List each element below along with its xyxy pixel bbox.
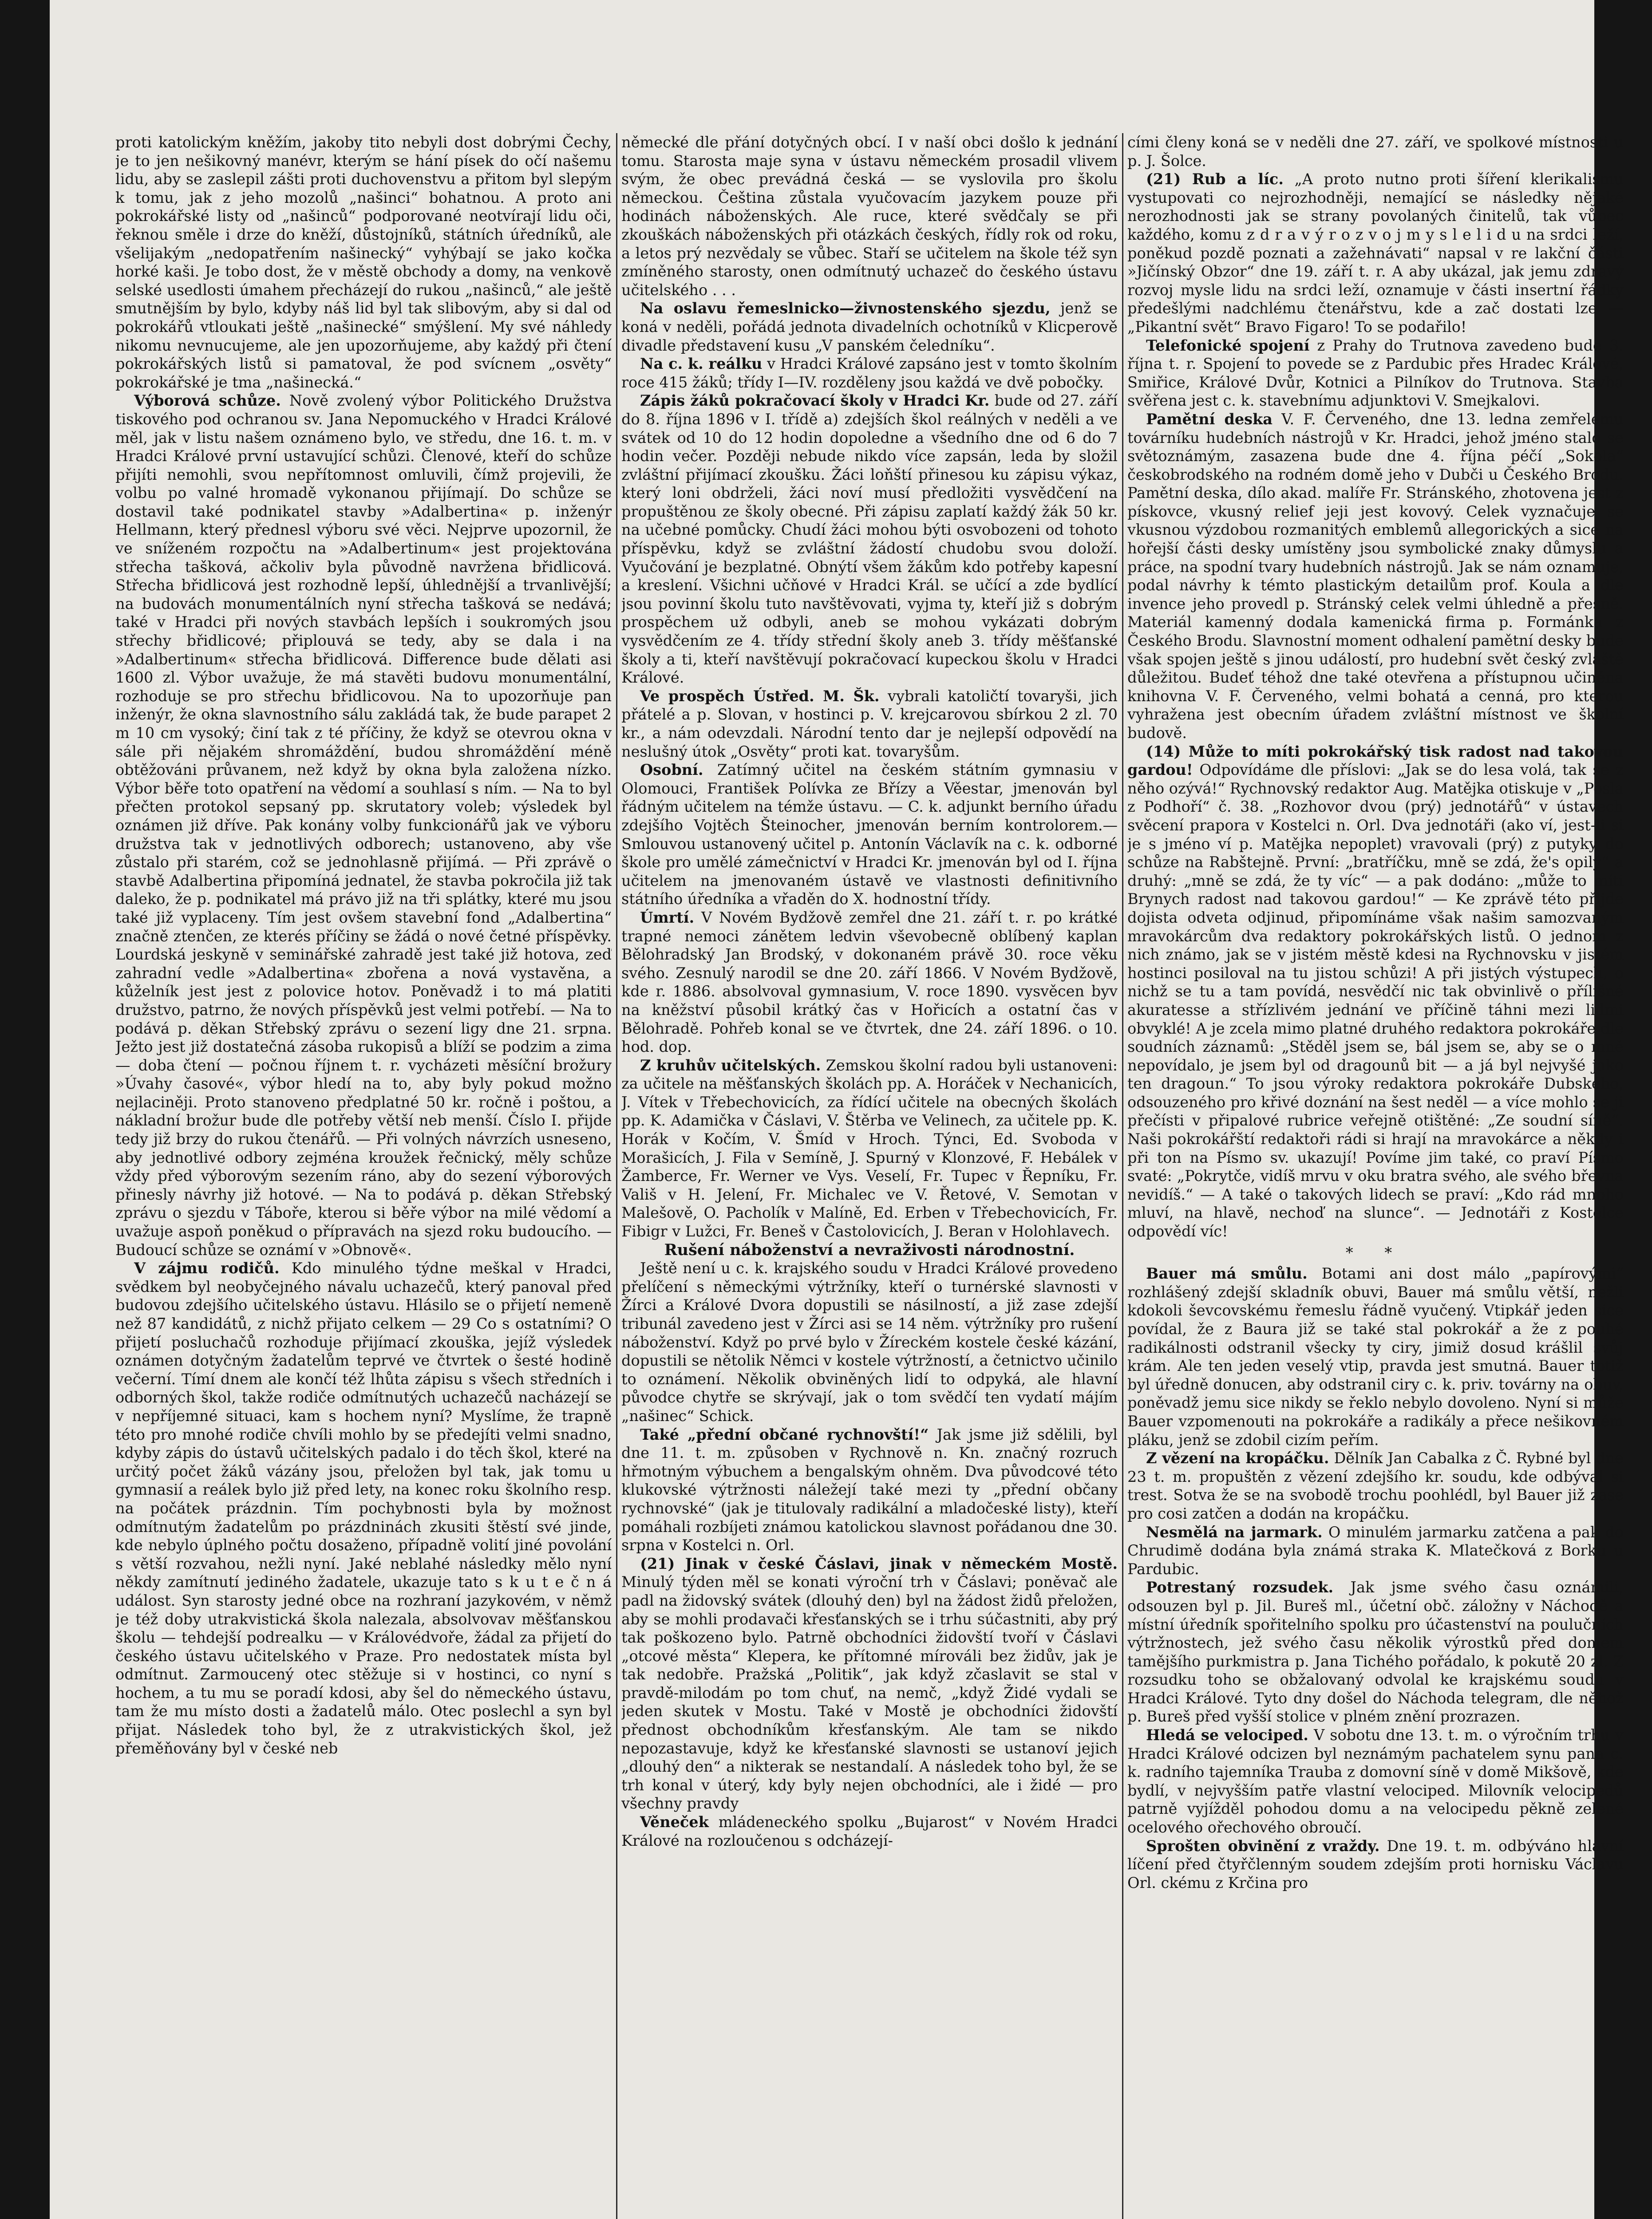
article-paragraph <box>1127 1449 1624 1523</box>
article-text: proti katolickým kněžím, jakoby tito nebyli dost dobrými Čechy, je to jen nešikovný manévr, kterým se hání písek do očí našemu lidu, aby se zaslepil zášti proti duchovenstvu a přitom byl slepým k tomu, jak z jeho mozolů „našinci“ bohatnou. A proto ani pokrokářské listy od „našinců“ podporované neotvírají lidu oči, řeknou směle i drze do kněží, důstojníků, státních úředníků, ale všelijakým „nedopatřením našinecký“ vyhýbají se jako kočka horké kaši. Je tobo dost, že v městě obchody a domy, na venkově selské usedlosti úmahem přecházejí do rukou „našinců,“ ale ještě smutnějším by bylo, kdyby náš lid byl tak slibovým, aby si dal od pokrokářů vtloukati ještě „našinecké“ smýšlení. My své náhledy nikomu nevnucujeme, ale jen upozorňujeme, aby každý při čtení pokrokářských listů si pamatoval, že pod svícnem „osvěty“ pokrokářské je tma „našinecká.“ <box>115 134 612 391</box>
article-heading: Sprošten obvinění z vraždy. <box>1146 1837 1380 1855</box>
article-heading: Rušení náboženství a nevraživosti národnostní. <box>664 1240 1075 1259</box>
article-heading: Potrestaný rozsudek. <box>1146 1579 1334 1596</box>
article-text: Botami ani dost málo „papírovými“ rozhlášený zdejší skladník obuvi, Bauer má smůlu větší, nežli kdokoli ševcovskému řemeslu řádně vyučený. Vtipkář jeden sice povídal, že z Baura již se také stal pokrokář a že z pouhé radikálnosti odstranil všecky ty ciry, jimiž dosud krášlil svůj krám. Ale ten jeden veselý vtip, pravda jest smutná. Bauer totiž byl úředně donucen, aby odstranil ciry c. k. priv. továrny na obuv, poněvadž jemu sice nikdy se řeklo nebylo dovoleno. Nyní si může Bauer vzpomenouti na pokrokáře a radikály a přece nešikovném pláku, jenž se zdobil cizím peřím. <box>1127 1265 1624 1449</box>
article-heading: (21) Rub a líc. <box>1146 170 1284 188</box>
article-paragraph <box>621 1555 1118 1813</box>
article-paragraph <box>1127 1726 1624 1837</box>
article-paragraph <box>1127 742 1624 1241</box>
article-text: z Prahy do Trutnova zavedeno bude 3. října t. r. Spojení to povede se z Pardubic přes Hradec Králové, Smiřice, Králové Dvůr, Kotnici a Pilníkov do Trutnova. Stavba svěřena jest c. k. stavebnímu adjunktovi V. Smejkalovi. <box>1127 336 1624 410</box>
article-paragraph <box>621 908 1118 1056</box>
article-heading: Zápis žáků pokračovací školy v Hradci Kr. <box>640 392 990 410</box>
article-text: Zemskou školní radou byli ustanoveni: za učitele na měšťanských školách pp. A. Horáček v Nechanicích, J. Vítek v Třebechovicích, za řídící učitele na obecných školách pp. K. Adamička v Čáslavi, V. Štěrba ve Velinech, za učitele pp. K. Horák v Kočím, V. Šmíd v Hroch. Týnci, Ed. Svoboda v Morašicích, J. Fila v Semíně, J. Spurný v Klonzové, F. Hebálek v Žamberce, Fr. Werner ve Vys. Veselí, Fr. Tupec v Řepníku, Fr. Vališ v H. Jelení, Fr. Michalec ve V. Řetové, V. Semotan v Malešově, O. Pacholík v Malíně, Ed. Erben v Třebechovicích, Fr. Fibigr v Lužci, Fr. Beneš v Častolovicích, J. Beran v Holohlavech. <box>621 1056 1118 1240</box>
article-text: Ještě není u c. k. krajského soudu v Hradci Králové provedeno přelíčení s německými výtržníky, kteří o turnérské slavnosti v Žírci a Králové Dvora dopustili se násilností, a již zase zdejší tribunál zavedeno jest v Žírci asi se 14 něm. výtržníky pro rušení náboženství. Když po prvé bylo v Žíreckém kostele české kázání, dopustili se nětolik Němci v kostele výtržností, a četnictvo učinilo to oznámení. Několik obviněných lidí to odpyká, ale hlavní původce chytře se skrývají, jak o tom svědčí ten vydatí májím „našinec“ Schick. <box>621 1260 1118 1425</box>
article-paragraph <box>621 355 1118 391</box>
article-paragraph <box>1127 170 1624 336</box>
article-text: Odpovídáme dle příslovi: „Jak se do lesa volá, tak se z něho ozývá!“ Rychnovský redaktor Aug. Matějka otiskuje v „Posla z Podhoří“ č. 38. „Rozhovor dvou (prý) jednotářů“ v ústavech svěcení prapora v Kostelci n. Orl. Dva jednotáři (ako ví, jest-li si je s jméno ví p. Matějka nepoplet) vravovali (prý) z putyky do schůze na Rabštejně. První: „bratříčku, mně se zdá, že's opilý“ a druhý: „mně se zdá, že ty víc“ — a pak dodáno: „může to míti Brynych radost nad takovou gardou!“ — Ke zprávě této přijde dojista odveta odjinud, připomínáme však našim samozvaným mravokárcům dva redaktory pokrokářských listů. O jednom z nich známo, jak se v jistém městě kdesi na Rychnovsku v jistém hostinci posiloval na tu jistou schůzi! A při jistých výstupech, o nichž se tu a tam povídá, nesvědčí nic tak obvinlivě o přílišné akuratesse a střízlivém jednání ve příčině táhni mezi lidmi obvyklé! A je zcela mimo platné druhého redaktora pokrokáře dle soudních záznamů: „Stěděl jsem se, bál jsem se, aby se o mně nepovídalo, je jsem byl od dragounů bit — a já byl nejvyšé jako ten dragoun.“ To jsou výroky redaktora pokrokáře Dubského, odsouzeného pro křivé doznání na šest neděl — a více mohlo se ji přečísti v připalové rubrice veřejně otištěné: „Ze soudní síně“. Naši pokrokářští redaktoři rádi si hrají na mravokárce a někdy i při ton na Písmo sv. ukazují! Povíme jim také, co praví Písmo svaté: „Pokrytče, vidíš mrvu v oku bratra svého, ale svého břevna nevidíš.“ — A také o takových lidech se praví: „Kdo rád mnoho mluví, na hlavě, nechoď na slunce“. — Jednotáři z Kostelce odpovědí víc! <box>1127 761 1624 1240</box>
article-text: „A proto nutno proti šíření klerikalismu vystupovati co nejrozhodněji, nemající se následky nějaké nerozhodnosti jak se strany povolaných činitelů, tak vůbec každého, komu z d r a v ý r o z v o j m y s l e l i d u na srdci leží, poněkud pozdě poznati a zažehnávati“ napsal v re lakční části »Jičínský Obzor“ dne 19. září t. r. A aby ukázal, jak jemu zdravý rozvoj mysle lidu na srdci leží, oznamuje v části insertní řádky předešlými nadchlému čtenářstvu, kde a zač dostati lze — „Pikantní svět“ Bravo Figaro! To se podařilo! <box>1127 170 1624 336</box>
article-text: cími členy koná se v neděli dne 27. září, ve spolkové místnosti u p. J. Šolce. <box>1127 134 1624 170</box>
article-heading: (14) Může to míti pokrokářský tisk radost nad takovou gardou! <box>1127 742 1624 779</box>
article-text: jenž se koná v neděli, pořádá jednota divadelních ochotníků v Klicperově divadle představení kusu „V panském čeledníku“. <box>621 300 1118 354</box>
article-heading: (21) Jinak v české Čáslavi, jinak v německém Mostě. <box>640 1555 1118 1572</box>
article-text: mládeneckého spolku „Bujarost“ v Novém Hradci Králové na rozloučenou s odcházejí- <box>621 1813 1118 1849</box>
article-text: Dělník Jan Cabalka z Č. Rybné byl dne 23 t. m. propuštěn z vězení zdejšího kr. soudu, kde odbýval si trest. Sotva že se na svobodě trochu poohlédl, byl Bauer již zase pro cosi zatčen a dodán na kropáčku. <box>1127 1449 1624 1522</box>
article-text: bude od 27. září do 8. října 1896 v I. třídě a) zdejších škol reálných v neděli a ve svátek od 10 do 12 hodin dopoledne a všedního dne od 6 do 7 hodin večer. Později nebude nikdo více zapsán, leda by složil zvláštní přijímací zkoušku. Žáci loňští přinesou ku zápisu výkaz, který loni obdrželi, žáci noví musí předložiti vysvědčení na propuštěnou ze školy obecné. Při zápisu zaplatí každý žák 50 kr. na učebné pomůcky. Chudí žáci mohou býti osvobozeni od tohoto příspěvku, když se zvláštní žádostí chudobu svou doloží. Vyučování je bezplatné. Obnýtí všem žákům kdo potřeby kapesní a kreslení. Všichni učňové v Hradci Král. se učící a zde bydlící jsou povinní školu tuto navštěvovati, vyjma ty, kteří již s dobrým prospěchem už odbyli, aneb se mohou vykázati dobrým vysvědčením ze 4. třídy střední školy aneb 3. třídy měšťanské školy a ti, kteří navštěvují pokračovací kupeckou školu v Hradci Králové. <box>621 392 1118 687</box>
article-text: Nově zvolený výbor Politického Družstva tiskového pod ochranou sv. Jana Nepomuckého v Hradci Králové měl, jak v listu našem oznámeno bylo, ve středu, dne 16. t. m. v Hradci Králové první ustavující schůzi. Členové, kteří do schůze přijíti nemohli, svou nepřítomnost omluvili, čímž projevili, že volbu po valné hromadě vykonanou přijímají. Do schůze se dostavil také podnikatel stavby »Adalbertina« p. inženýr Hellmann, který přednesl výboru své věci. Nejprve upozornil, že ve sníženém rozpočtu na »Adalbertinum« jest projektována střecha tašková, ačkoliv byla původně navržena břidlicová. Střecha břidlicová jest rozhodně lepší, úhlednější a trvanlivější; na budovách monumentálních nyní střecha tašková se nedává; také v Hradci při nových stavbách lepších i soukromých jsou střechy břidlicové; připlouvá se tedy, aby se dala i na »Adalbertinum« střecha břidlicová. Difference bude dělati asi 1600 zl. Výbor uvažuje, že má stavěti budovu monumentální, rozhoduje se pro střechu břidlicovou. Na to upozorňuje pan inženýr, že okna slavnostního sálu zakládá tak, že bude parapet 2 m 10 cm vysoký; činí tak z té příčiny, že když se otevrou okna v sále při nějakém shromáždění, budou shromáždění méně obtěžováni průvanem, než když by okna byla založena nízko. Výbor běře toto opatření na vědomí a souhlasí s ním. — Na to byl přečten protokol sepsaný pp. skrutatory voleb; výsledek byl oznámen již dříve. Pak konány volby funkcionářů jak ve výboru družstva tak v jednotlivých odborech; ustanoveno, aby vše zůstalo při starém, což se jednohlasně přijímá. — Při zprávě o stavbě Adalbertina připomíná jednatel, že stavba pokročila již tak daleko, že p. podnikatel má právo již na tři splátky, které mu jsou také již vyplaceny. Tím jest ovšem stavební fond „Adalbertina“ značně ztenčen, ze kterés příčiny se žádá o nové četné příspěvky. Lourdská jeskyně v seminářské zahradě jest také již hotova, zeď zahradní vedle »Adalbertina« zbořena a nová vystavěna, a kůželník jest jest z polovice hotov. Poněvadž i to má platiti družstvo, patrno, že nových příspěvků jest velmi potřebí. — Na to podává p. děkan Střebský zprávu o sezení ligy dne 21. srpna. Ježto jest již dostatečná zásoba rukopisů a blíží se podzim a zima — doba čtení — počnou říjnem t. r. vycházeti měsíční brožury »Úvahy časové«, výbor hledí na to, aby byly pokud možno nejlaciněji. Proto stanoveno předplatné 50 kr. ročně i poštou, a nákladní brožur bude dle potřeby větší neb menší. Číslo I. přijde tedy již brzy do rukou čtenářů. — Při volných návrzích usneseno, aby jednotlivé odbory zejména kroužek řečnický, měly schůze vždy před výborovým sezením ráno, aby do sezení výborových přinesly návrhy již hotové. — Na to podává p. děkan Střebský zprávu o sjezdu v Táboře, kterou si běře výbor na milé vědomí a uvažuje aspoň poněkud o přípravách na sjezd roku budoucího. — Budoucí schůze se oznámí v »Obnově«. <box>115 392 612 1259</box>
article-heading: Také „přední občané rychnovští!“ <box>640 1425 929 1443</box>
article-text: V. F. Červeného, dne 13. ledna zemřelému továrníku hudebních nástrojů v Kr. Hradci, jehož jméno stalo se světoznámým, zasazena bude dne 4. října péčí „Sokola“ českobrodského na rodném domě jeho v Dubči u Českého Brodu. Pamětní deska, dílo akad. malíře Fr. Stránského, zhotovena jest z pískovce, vkusný relief jeji jest kovový. Celek vyznačuje se vkusnou výzdobou rozmanitých emblemů allegorických a sice na hořejší části desky umístěny jsou symbolické znaky důmyslu a práce, na spodní tvary hudebních nástrojů. Jak se nám oznamuje, podal návrhy k témto plastickým detailům prof. Koula a dle invence jeho provedl p. Stránský celek velmi úhledně a přesně. Materiál kamenný dodala kamenická firma p. Formánka z Českého Brodu. Slavnostní moment odhalení pamětní desky bude však spojen ještě s jinou událostí, pro hudební svět český zvláště důležitou. Budeť téhož dne také otevřena a přístupnou učiněna knihovna V. F. Červeného, velmi bohatá a cenná, pro kterou vyhražena jest obecním úřadem zvláštní místnost ve školní budově. <box>1127 410 1624 742</box>
article-text: Zatímný učitel na českém státním gymnasiu v Olomouci, František Polívka ze Břízy a Věestar, jmenován byl řádným učitelem na témže ústavu. — C. k. adjunkt berního úřadu zdejšího Vojtěch Šteinocher, jmenován berním kontrolorem.— Smlouvou ustanovený učitel p. Antonín Václavík na c. k. odborné škole pro umělé zámečnictví v Hradci Kr. jmenován byl od I. října učitelem na jmenovaném ústavě ve vlastnosti definitivního státního úředníka a vřaděn do X. hodnostní třídy. <box>621 761 1118 908</box>
column-3 <box>1127 133 1624 2219</box>
column-rule-1 <box>616 133 617 2219</box>
article-paragraph <box>1127 1837 1624 1892</box>
article-text: vybrali katoličtí tovaryši, jich přátelé a p. Slovan, v hostinci p. V. krejcarovou sbírkou 2 zl. 70 kr., a nám odevzdali. Národní tento dar je nejlepší odpovědí na neslušný útok „Osvěty“ proti kat. tovaryšům. <box>621 687 1118 760</box>
column-rule-2 <box>1122 133 1123 2219</box>
column-1 <box>115 133 612 2219</box>
article-heading: Na oslavu řemeslnicko—živnostenského sjezdu, <box>640 300 1051 317</box>
article-paragraph <box>1127 1523 1624 1579</box>
article-text: V sobotu dne 13. t. m. o výročním trhu v Hradci Králové odcizen byl neznámým pachatelem synu pana c. k. radního tajemníka Trauba z domovní síně v domě Mikšově, kde bydlí, v nejvyšším patře vlastní velociped. Milovník velocipedů patrně vyjížděl pohodou domu a na velocipedu pěkně zelené ocelového ořechového obroučí. <box>1127 1726 1624 1836</box>
column-2 <box>621 133 1118 2219</box>
article-paragraph <box>621 687 1118 761</box>
article-paragraph <box>115 1259 612 1757</box>
article-paragraph <box>621 299 1118 355</box>
article-paragraph <box>621 1425 1118 1555</box>
article-heading: Úmrtí. <box>640 908 695 926</box>
article-paragraph <box>1127 410 1624 742</box>
article-text: v Hradci Králové zapsáno jest v tomto školním roce 415 žáků; třídy I—IV. rozděleny jsou každá ve dvě pobočky. <box>621 355 1118 391</box>
article-paragraph <box>621 761 1118 908</box>
article-heading: Z vězení na kropáčku. <box>1146 1449 1329 1467</box>
article-paragraph <box>621 133 1118 299</box>
section-separator: * * <box>1345 1244 1406 1261</box>
article-paragraph <box>115 133 612 391</box>
newspaper-page <box>50 0 1624 2219</box>
article-text: Jak jsme již sdělili, byl dne 11. t. m. způsoben v Rychnově n. Kn. značný rozruch hřmotným výbuchem a bengalským ohněm. Dva původcové této klukovské výtržnosti náležejí také mezi ty „přední občany rychnovské“ (jak je titulovaly radikální a mladočeské listy), kteří pomáhali rozbíjeti známou katolickou slavnost pořádanou dne 30. srpna v Kostelci n. Orl. <box>621 1425 1118 1554</box>
article-heading: Hledá se velociped. <box>1146 1726 1308 1744</box>
article-text: Jak jsme svého času oznámili, odsouzen byl p. Jil. Bureš ml., účetní obč. záložny v Náchodě a místní úředník spořitelního spolku pro účastenství na poulučních výtržnostech, jež svého času několik výrostků před domem tamějšího purkmistra p. Jana Tichého pořádalo, k pokutě 20 zl. Z rozsudku toho se obžalovaný odvolal ke krajskému soudu v Hradci Králové. Tyto dny došel do Náchoda telegram, dle něhož p. Bureš před vyšší stolice v plném znění prozrazen. <box>1127 1579 1624 1725</box>
article-heading: Ve prospěch Ústřed. M. Šk. <box>640 687 880 705</box>
article-text: V Novém Bydžově zemřel dne 21. září t. r. po krátké trapné nemoci zánětem ledvin vševobecně oblíbený kaplan Bělohradský Jan Brodský, v dokonaném právě 30. roce věku svého. Zesnulý narodil se dne 20. září 1866. V Novém Bydžově, kde r. 1886. absolvoval gymnasium, V. roce 1890. vysvěcen byv na kněžství působil krátký čas v Hořicích a ostatní čas v Bělohradě. Pohřeb konal se ve čtvrtek, dne 24. září 1896. o 10. hod. dop. <box>621 908 1118 1056</box>
article-paragraph <box>621 391 1118 687</box>
article-paragraph <box>1127 1264 1624 1449</box>
article-paragraph <box>1127 1578 1624 1726</box>
article-text: Dne 19. t. m. odbýváno hlavní líčení před čtyřčlenným soudem zdejším proti hornisku Václavu Orl. ckému z Krčina pro <box>1127 1837 1624 1891</box>
article-text: německé dle přání dotyčných obcí. I v naší obci došlo k jednání tomu. Starosta maje syna v ústavu německém prosadil vlivem svým, že obec prevádná česká — se vyslovila pro školu německou. Čeština zůstala vyučovacím jazykem pouze při hodinách náboženských. Ale ruce, které svědčaly se při zkouškách náboženských při otázkách českých, řídly rok od roku, a letos prý nezvědaly se vůbec. Staří se učitelem na škole též syn zmíněného starosty, onen odmítnutý uchazeč do českého ústavu učitelského . . . <box>621 134 1118 299</box>
article-heading: Osobní. <box>640 761 703 779</box>
article-heading: V zájmu rodičů. <box>134 1260 280 1277</box>
article-text: Kdo minulého týdne meškal v Hradci, svědkem byl neobyčejného návalu uchazečů, který panoval před budovou zdejšího učitelského ústavu. Hlásilo se o přijetí nemeně než 87 kandidátů, z nichž přijato celkem — 29 Co s ostatními? O přijetí posluchačů rozhoduje přijímací zkouška, jejíž výsledek oznámen dotyčným žadatelům teprvé ve čtvrtek o šesté hodině večerní. Tímí dnem ale končí též lhůta zápisu s všech středních i odborných škol, takže rodiče odmítnutých uchazečů nacházejí se v nepříjemné situaci, kam s hochem nyní? Myslíme, že trapně této pro mnohé rodiče chvíli mohlo by se předejíti velmi snadno, kdyby zápis do ústavů učitelských padalo i do těch škol, které na určitý počet žáků vázány jsou, přeložen byl tak, jak tomu u gymnasií a reálek bylo již před lety, na konec roku školního resp. na počátek prázdnin. Tím pochybnosti byla by možnost odmítnutým žadatelům po prázdninách zkusiti štěstí své jinde, kde nebylo úplného počtu dosaženo, případně volití jiné povolání s větší rozvahou, nežli nyní. Jaké neblahé následky mělo nyní někdy zamítnutí jediného žadatele, ukazuje tato s k u t e č n á událost. Syn starosty jedné obce na rozhraní jazykovém, v němž je též doby utrakvistická škola nalezala, absolvovav měšťanskou školu — tehdejší podrealku — v Královédvoře, žádal za přijetí do českého ústavu učitelského v Praze. Pro nedostatek místa byl odmítnut. Zarmoucený otec stěžuje si v hostinci, co nyní s hochem, a tu mu se poradí kdosi, aby šel do německého ústavu, tam že mu místo dosti a žadatelů málo. Otec poslechl a syn byl přijat. Následek toho byl, že z utrakvistických škol, jež přeměňovány byl v české neb <box>115 1260 612 1757</box>
article-heading: Pamětní deska <box>1146 410 1273 428</box>
article-text: Minulý týden měl se konati výroční trh v Čáslavi; poněvač ale padl na židovský svátek (dlouhý den) byl na žádost židů přeložen, aby se mohli prodavači křesťanských se i trhu súčastniti, aby prý tak poškozeno bylo. Patrně obchodníci židovští tvoří v Čáslavi „otcové města“ Klepera, ke přítomné mírováli bez židův, jak je tak nedobře. Pražská „Politik“, jak když zčaslavit se stal v pravdě-milodám po tom chuť, na nemč, „když Židé vydali se jeden skutek v Mostu. Také v Mostě je obchodníci židovští přednost obchodníkům křesťanským. Ale tam se nikdo nepozastavuje, když ke křesťanské slavnosti se ustanoví jejich „dlouhý den“ a nikterak se nestandalí. A následek toho byl, že se trh konal v úterý, kdy byly nejen obchodníci, ale i židé — pro všechny pravdy <box>621 1573 1118 1812</box>
article-text: O minulém jarmarku zatčena a pak do Chrudimě dodána byla známá straka K. Mlatečková z Borku u Pardubic. <box>1127 1523 1624 1578</box>
article-paragraph <box>115 391 612 1259</box>
article-paragraph <box>1127 336 1624 410</box>
article-heading: Výborová schůze. <box>134 392 281 410</box>
article-paragraph <box>621 1813 1118 1850</box>
article-heading: Telefonické spojení <box>1146 336 1310 354</box>
article-paragraph <box>621 1259 1118 1425</box>
article-heading: Z kruhův učitelských. <box>640 1056 821 1074</box>
article-heading: Na c. k. reálku <box>640 355 763 373</box>
article-heading: Věneček <box>640 1813 709 1831</box>
article-paragraph <box>1127 133 1624 170</box>
article-heading: Bauer má smůlu. <box>1146 1265 1308 1283</box>
article-heading: Nesmělá na jarmark. <box>1146 1523 1323 1541</box>
article-paragraph <box>621 1056 1118 1241</box>
